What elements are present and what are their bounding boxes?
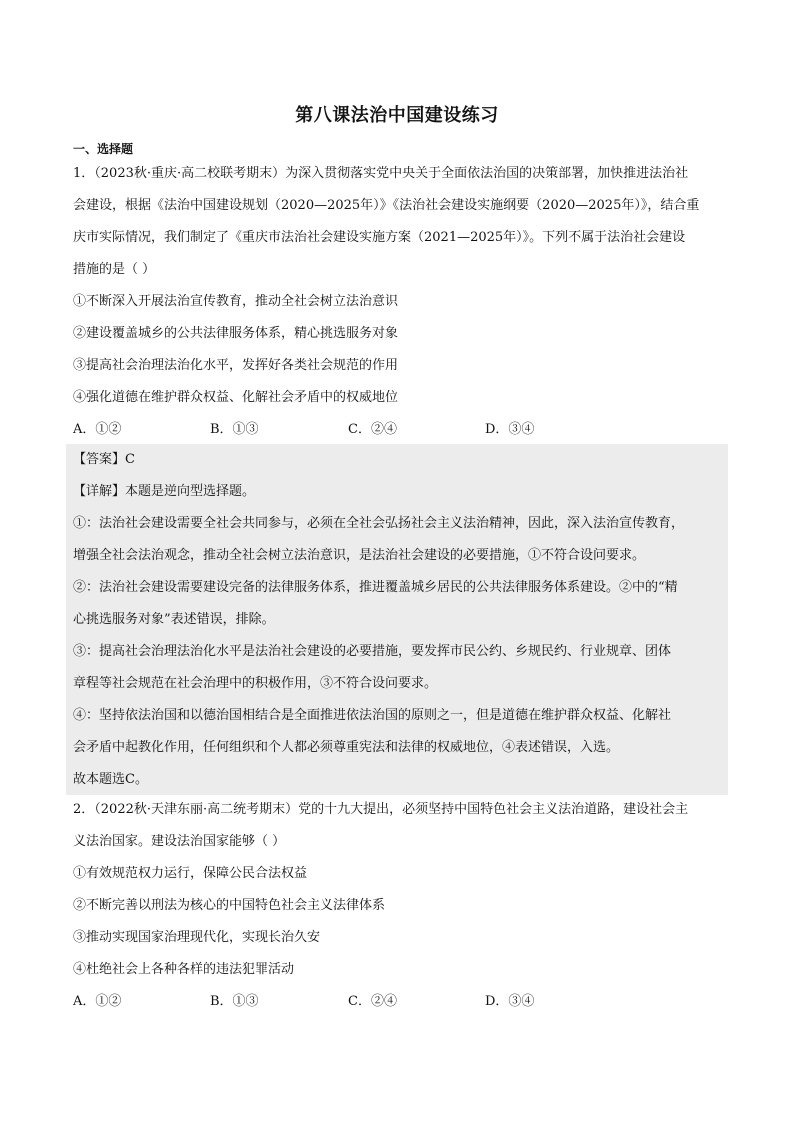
explanation-line: ④：坚持依法治国和以德治国相结合是全面推进依法治国的原则之一，但是道德在维护群众权益、化解社 bbox=[73, 708, 672, 723]
question-stem-line: 措施的是（ ） bbox=[73, 262, 156, 277]
question-1-options bbox=[73, 414, 633, 446]
page-title: 第八课法治中国建设练习 bbox=[295, 105, 499, 126]
question-stem-line: 庆市实际情况，我们制定了《重庆市法治社会建设实施方案（2021—2025年）》。下列不属于法治社会建设 bbox=[73, 230, 686, 245]
explanation-line: 会矛盾中起教化作用，任何组织和个人都必须尊重宪法和法律的权威地位，④表述错误，入选。 bbox=[73, 740, 620, 755]
question-stem-line: 义法治国家。建设法治国家能够（ ） bbox=[73, 834, 286, 849]
option-d: D．③④ bbox=[485, 422, 535, 437]
explanation-line: ②：法治社会建设需要建设完备的法律服务体系，推进覆盖城乡居民的公共法律服务体系建设。②中的“精 bbox=[73, 580, 678, 595]
statement-item: ②不断完善以刑法为核心的中国特色社会主义法律体系 bbox=[73, 898, 386, 913]
question-2 bbox=[73, 794, 728, 986]
section-heading: 一、选择题 bbox=[73, 142, 134, 156]
statement-item: ③推动实现国家治理现代化，实现长治久安 bbox=[73, 930, 321, 945]
question-2-options bbox=[73, 986, 633, 1018]
explanation-conclusion: 故本题选C。 bbox=[73, 772, 148, 787]
explanation-line: ①：法治社会建设需要全社会共同参与，必须在全社会弘扬社会主义法治精神，因此，深入法治宣传教育， bbox=[73, 516, 685, 531]
option-b: B．①③ bbox=[210, 994, 259, 1009]
statement-item: ④强化道德在维护群众权益、化解社会矛盾中的权威地位 bbox=[73, 390, 399, 405]
question-stem-line: 2．（2022秋·天津东丽·高二统考期末）党的十九大提出，必须坚持中国特色社会主义法治道路，建设社会主 bbox=[73, 802, 689, 817]
option-b: B．①③ bbox=[210, 422, 259, 437]
statement-item: ①不断深入开展法治宣传教育，推动全社会树立法治意识 bbox=[73, 294, 399, 309]
statement-item: ④杜绝社会上各种各样的违法犯罪活动 bbox=[73, 962, 295, 977]
explanation-line: 心挑选服务对象”表述错误，排除。 bbox=[73, 612, 275, 627]
option-d: D．③④ bbox=[485, 994, 535, 1009]
statement-item: ①有效规范权力运行，保障公民合法权益 bbox=[73, 866, 308, 881]
option-c: C．②④ bbox=[348, 994, 397, 1009]
explanation-line: 增强全社会法治观念，推动全社会树立法治意识，是法治社会建设的必要措施，①不符合设问要求。 bbox=[73, 548, 646, 563]
explanation-line: 章程等社会规范在社会治理中的积极作用，③不符合设问要求。 bbox=[73, 676, 438, 691]
answer-label: 【答案】C bbox=[73, 452, 135, 467]
question-stem-line: 1．（2023秋·重庆·高二校联考期末）为深入贯彻落实党中央关于全面依法治国的决策部署，加快推进法治社 bbox=[73, 166, 689, 181]
question-1 bbox=[73, 158, 728, 414]
explanation-line: 【详解】本题是逆向型选择题。 bbox=[73, 484, 256, 499]
option-a: A．①② bbox=[73, 994, 122, 1009]
statement-item: ③提高社会治理法治化水平，发挥好各类社会规范的作用 bbox=[73, 358, 399, 373]
option-c: C．②④ bbox=[348, 422, 397, 437]
answer-explanation-box bbox=[66, 444, 728, 795]
option-a: A．①② bbox=[73, 422, 122, 437]
statement-item: ②建设覆盖城乡的公共法律服务体系，精心挑选服务对象 bbox=[73, 326, 399, 341]
question-stem-line: 会建设，根据《法治中国建设规划（2020—2025年）》《法治社会建设实施纲要（2020—2025年）》，结合重 bbox=[73, 198, 700, 213]
explanation-line: ③：提高社会治理法治化水平是法治社会建设的必要措施，要发挥市民公约、乡规民约、行业规章、团体 bbox=[73, 644, 672, 659]
